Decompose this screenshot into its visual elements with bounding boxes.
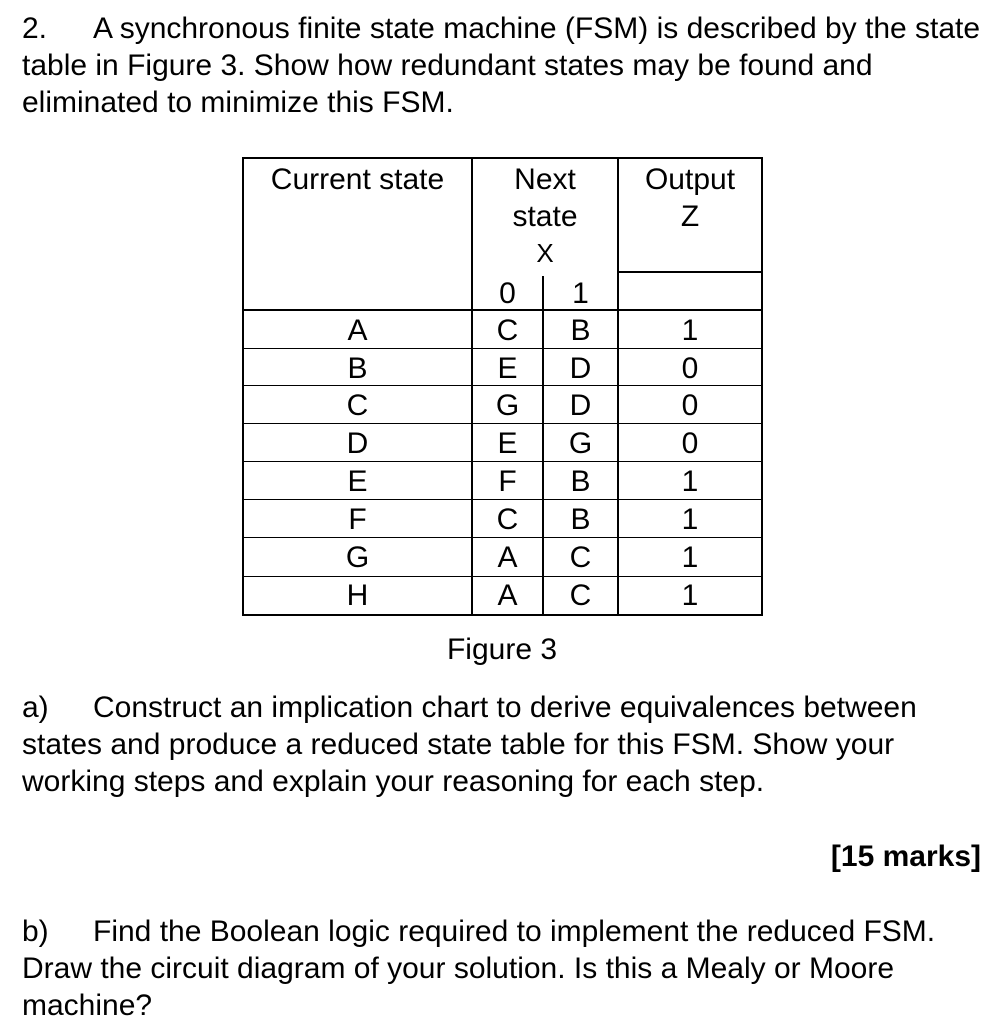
row-current-state: C [346, 389, 369, 422]
header-output-line2: Z [680, 200, 700, 233]
part-a-text: Construct an implication chart to derive equivalences between states and produce a reduced state table for this FSM. Show your working steps and explain your reasoning for each step. [22, 691, 917, 798]
row-current-state: H [346, 579, 369, 612]
table-border-top [242, 157, 763, 159]
row-current-state: G [345, 541, 370, 574]
figure-caption: Figure 3 [446, 633, 558, 666]
row-next-state-x0: C [496, 503, 519, 536]
row-current-state: B [347, 352, 368, 385]
row-output-z: 1 [681, 465, 699, 498]
row-next-state-x0: E [497, 352, 518, 385]
row-next-state-x1: G [568, 427, 593, 460]
row-current-state: E [347, 465, 368, 498]
question-intro [22, 10, 982, 121]
row-next-state-x0: C [496, 314, 519, 347]
header-next-line2: state [512, 200, 578, 233]
row-next-state-x0: F [498, 465, 517, 498]
state-table [242, 157, 763, 616]
row-next-state-x0: G [495, 389, 520, 422]
part-b [22, 913, 982, 1024]
question-number: 2. [22, 12, 48, 45]
question-intro-text: A synchronous finite state machine (FSM) is described by the state table in Figure 3. Show how redundant states may be found and eliminated to minimize this FSM. [22, 12, 981, 119]
table-border-bottom [242, 614, 763, 616]
row-output-z: 1 [681, 579, 699, 612]
header-output-line1: Output [644, 163, 736, 196]
row-output-z: 0 [681, 389, 699, 422]
table-line-output-header [617, 271, 763, 273]
row-next-state-x1: B [570, 314, 591, 347]
row-next-state-x0: E [497, 427, 518, 460]
row-output-z: 0 [681, 427, 699, 460]
header-input-0: 0 [499, 277, 516, 310]
table-border-right [761, 157, 763, 616]
row-output-z: 1 [681, 541, 699, 574]
part-b-label: b) [22, 915, 49, 948]
row-next-state-x0: A [497, 579, 518, 612]
row-current-state: A [347, 314, 368, 347]
part-a [22, 689, 982, 800]
row-output-z: 1 [681, 314, 699, 347]
row-next-state-x1: B [570, 503, 591, 536]
header-next-line1: Next [514, 163, 576, 196]
row-next-state-x1: C [569, 541, 592, 574]
header-input-1: 1 [572, 277, 589, 310]
row-next-state-x1: B [570, 465, 591, 498]
row-next-state-x0: A [497, 541, 518, 574]
part-a-marks: [15 marks] [830, 840, 981, 873]
row-current-state: D [346, 427, 369, 460]
header-input-variable: X [536, 238, 554, 268]
row-current-state: F [348, 503, 367, 536]
part-b-text: Find the Boolean logic required to implement the reduced FSM. Draw the circuit diagram of your solution. Is this a Mealy or Moore machine? [22, 915, 936, 1022]
row-output-z: 0 [681, 352, 699, 385]
part-a-label: a) [22, 691, 49, 724]
row-next-state-x1: D [569, 389, 592, 422]
row-next-state-x1: D [569, 352, 592, 385]
row-next-state-x1: C [569, 579, 592, 612]
header-current-state: Current state [270, 163, 445, 196]
row-output-z: 1 [681, 503, 699, 536]
